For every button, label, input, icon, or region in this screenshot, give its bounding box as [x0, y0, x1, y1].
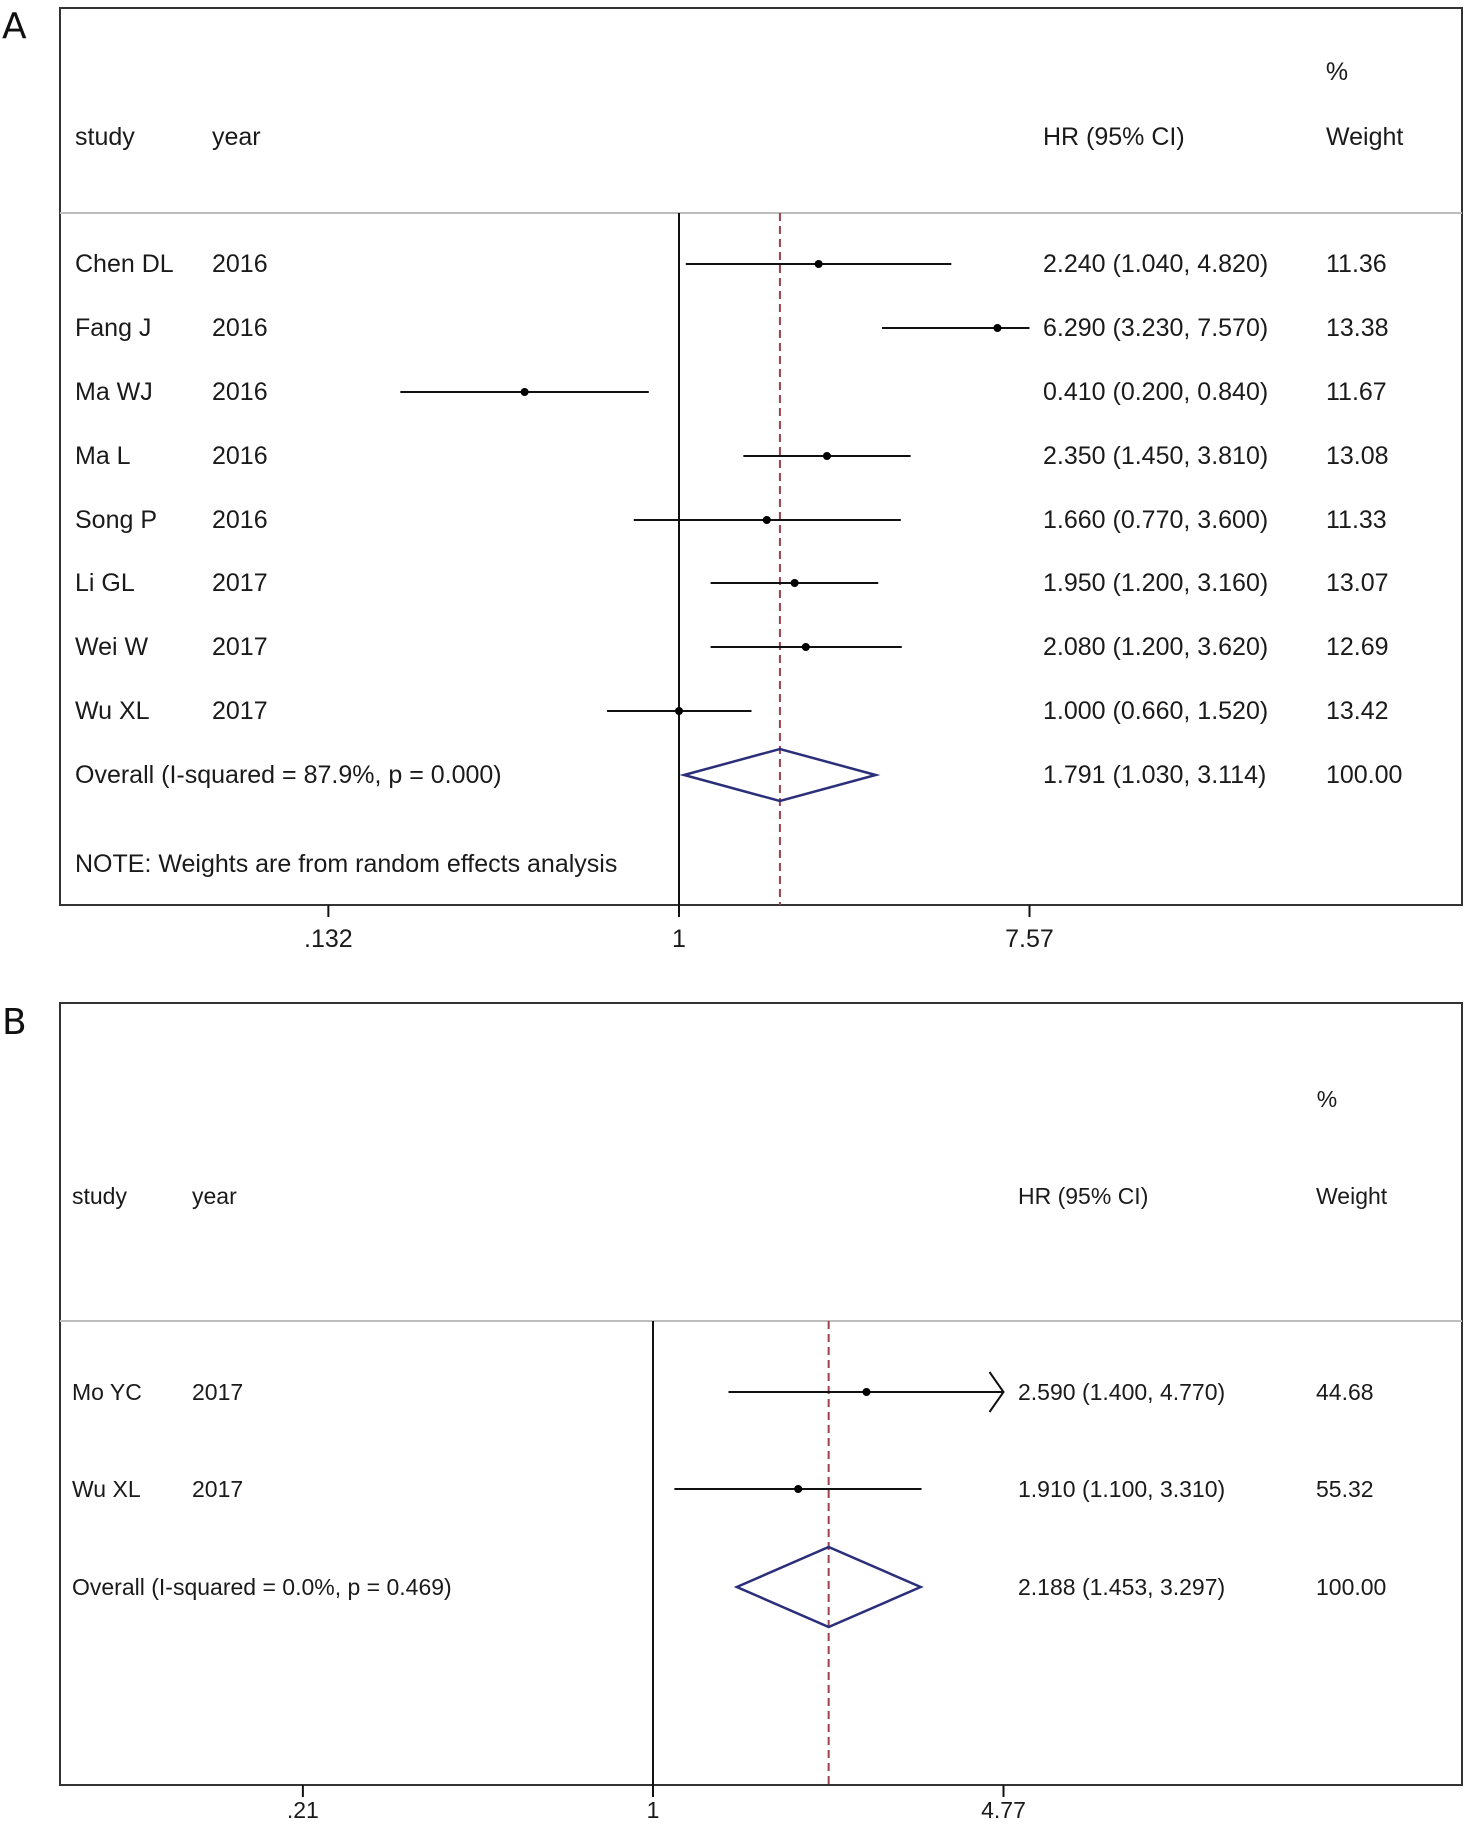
point-estimate — [993, 324, 1001, 332]
point-estimate — [763, 516, 771, 524]
study-weight: 13.38 — [1326, 314, 1389, 342]
overall-hr-ci: 1.791 (1.030, 3.114) — [1043, 761, 1267, 789]
study-hr-ci: 2.080 (1.200, 3.620) — [1043, 633, 1269, 661]
study-weight: 13.08 — [1326, 442, 1389, 470]
study-year: 2016 — [212, 314, 268, 342]
point-estimate — [862, 1388, 870, 1396]
overall-label: Overall (I-squared = 87.9%, p = 0.000) — [75, 761, 502, 789]
header-study: study — [75, 123, 135, 151]
axis-tick-label: 1 — [646, 1797, 660, 1823]
study-name: Ma WJ — [75, 378, 153, 406]
overall-weight: 100.00 — [1326, 761, 1403, 789]
study-hr-ci: 2.590 (1.400, 4.770) — [1018, 1379, 1226, 1405]
study-name: Mo YC — [72, 1379, 142, 1405]
study-weight: 13.07 — [1326, 569, 1389, 597]
header-year: year — [192, 1183, 237, 1209]
study-weight: 11.36 — [1326, 250, 1387, 278]
panel-label-a: A — [2, 6, 27, 47]
axis-tick-label: .132 — [304, 925, 353, 953]
study-hr-ci: 1.660 (0.770, 3.600) — [1043, 506, 1269, 534]
study-hr-ci: 0.410 (0.200, 0.840) — [1043, 378, 1269, 406]
study-weight: 13.42 — [1326, 697, 1389, 725]
axis-tick-label: 4.77 — [981, 1797, 1026, 1823]
overall-hr-ci: 2.188 (1.453, 3.297) — [1018, 1574, 1226, 1600]
header-weight-percent: % — [1316, 1086, 1338, 1112]
study-year: 2017 — [192, 1379, 244, 1405]
study-weight: 44.68 — [1316, 1379, 1374, 1405]
point-estimate — [815, 260, 823, 268]
forest-plot-b — [0, 995, 1468, 1834]
study-name: Song P — [75, 506, 158, 534]
study-year: 2016 — [212, 378, 268, 406]
study-weight: 11.67 — [1326, 378, 1387, 406]
overall-label: Overall (I-squared = 0.0%, p = 0.469) — [72, 1574, 452, 1600]
study-name: Wu XL — [72, 1476, 141, 1502]
panel-label-b: B — [2, 1002, 27, 1043]
point-estimate — [802, 643, 810, 651]
point-estimate — [521, 388, 529, 396]
study-year: 2017 — [212, 569, 268, 597]
study-name: Chen DL — [75, 250, 174, 278]
study-year: 2016 — [212, 250, 268, 278]
study-name: Li GL — [75, 569, 135, 597]
plot-frame — [60, 1003, 1462, 1785]
study-year: 2016 — [212, 442, 268, 470]
study-weight: 11.33 — [1326, 506, 1387, 534]
header-weight-percent: % — [1325, 58, 1349, 86]
study-year: 2017 — [192, 1476, 244, 1502]
axis-tick-label: 1 — [672, 925, 686, 953]
weights-note: NOTE: Weights are from random effects analysis — [75, 850, 618, 878]
study-hr-ci: 1.000 (0.660, 1.520) — [1043, 697, 1269, 725]
study-year: 2017 — [212, 633, 268, 661]
study-name: Wei W — [75, 633, 149, 661]
header-weight: Weight — [1316, 1183, 1388, 1209]
point-estimate — [791, 579, 799, 587]
study-hr-ci: 1.950 (1.200, 3.160) — [1043, 569, 1269, 597]
header-study: study — [72, 1183, 127, 1209]
header-hr-ci: HR (95% CI) — [1018, 1183, 1149, 1209]
study-weight: 55.32 — [1316, 1476, 1374, 1502]
study-hr-ci: 2.350 (1.450, 3.810) — [1043, 442, 1269, 470]
study-hr-ci: 1.910 (1.100, 3.310) — [1018, 1476, 1226, 1502]
point-estimate — [794, 1485, 802, 1493]
study-name: Wu XL — [75, 697, 150, 725]
header-hr-ci: HR (95% CI) — [1043, 123, 1185, 151]
point-estimate — [675, 707, 683, 715]
study-weight: 12.69 — [1326, 633, 1389, 661]
header-weight: Weight — [1326, 123, 1404, 151]
study-name: Fang J — [75, 314, 152, 342]
study-hr-ci: 2.240 (1.040, 4.820) — [1043, 250, 1269, 278]
study-name: Ma L — [75, 442, 131, 470]
point-estimate — [823, 452, 831, 460]
overall-weight: 100.00 — [1316, 1574, 1387, 1600]
study-year: 2017 — [212, 697, 268, 725]
axis-tick-label: 7.57 — [1005, 925, 1054, 953]
axis-tick-label: .21 — [286, 1797, 319, 1823]
header-year: year — [212, 123, 261, 151]
study-hr-ci: 6.290 (3.230, 7.570) — [1043, 314, 1269, 342]
study-year: 2016 — [212, 506, 268, 534]
